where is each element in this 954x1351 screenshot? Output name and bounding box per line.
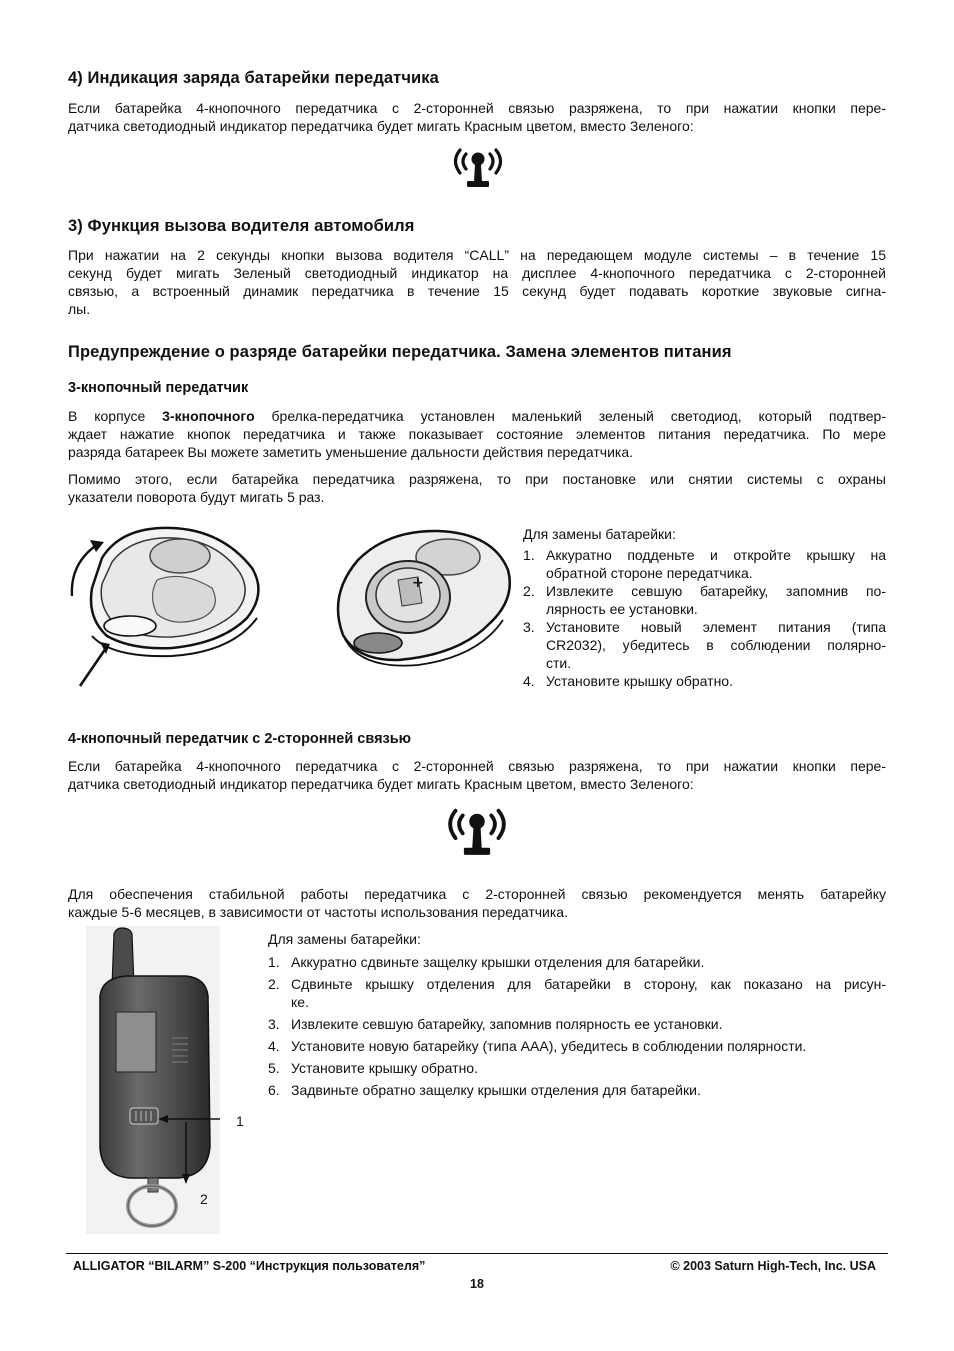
four-button-stable-text	[68, 885, 886, 921]
section-3-text	[68, 246, 886, 318]
three-button-remote-battery-illustration	[318, 525, 518, 675]
text-line: связью, а встроенный динамик передатчика в течение 15 секунд будет подавать короткие звуковые сигна-	[68, 283, 886, 299]
page-number: 18	[470, 1277, 484, 1291]
text-line: При нажатии на 2 секунды кнопки вызова водителя “CALL” на передающем модуле системы – в течение 15	[68, 247, 886, 263]
text-line: Если батарейка 4-кнопочного передатчика с 2-сторонней связью разряжена, то при нажатии кнопки пере-	[68, 100, 886, 116]
text-line: ждает нажатие кнопок передатчика и также показывает состояние элементов питания передатчика. По мере	[68, 426, 886, 442]
list-item: 3. Установите новый элемент питания (типа CR2032), убедитесь в соблюдении полярно- сти.	[523, 619, 886, 671]
three-button-remote-open-illustration	[62, 518, 272, 690]
four-button-remote-illustration	[86, 926, 220, 1234]
four-button-heading: 4-кнопочный передатчик с 2-сторонней связью	[68, 731, 412, 747]
footer-product-title: ALLIGATOR “BILARM” S-200 “Инструкция пользователя”	[73, 1259, 426, 1273]
list-item: 3. Извлеките севшую батарейку, запомнив полярность ее установки.	[268, 1016, 723, 1032]
list-item: 5. Установите крышку обратно.	[268, 1060, 478, 1076]
text-line: датчика светодиодный индикатор передатчика будет мигать Красным цветом, вместо Зеленого:	[68, 118, 694, 134]
svg-text:+: +	[412, 575, 424, 591]
text-line: датчика светодиодный индикатор передатчика будет мигать Красным цветом, вместо Зеленого:	[68, 776, 694, 792]
text-line: Помимо этого, если батарейка передатчика разряжена, то при постановке или снятии системы с охраны	[68, 471, 886, 487]
three-button-heading: 3-кнопочный передатчик	[68, 380, 249, 396]
antenna-signal-icon	[447, 142, 509, 192]
list-item: 4. Установите крышку обратно.	[523, 673, 733, 689]
list-item: 1. Аккуратно подденьте и откройте крышку на обратной стороне передатчика.	[523, 547, 886, 581]
three-button-text-1	[68, 407, 886, 461]
list-item: 2. Извлеките севшую батарейку, запомнив по- лярность ее установки.	[523, 583, 886, 617]
section-4-heading: 4) Индикация заряда батарейки передатчика	[68, 69, 439, 87]
text-line: указатели поворота будут мигать 5 раз.	[68, 489, 325, 505]
text-line: В корпусе 3-кнопочного брелка-передатчика установлен маленький зеленый светодиод, который подтвер-	[68, 408, 886, 424]
text-line: Для обеспечения стабильной работы передатчика с 2-сторонней связью рекомендуется менять батарейку	[68, 886, 886, 902]
four-button-steps-list	[268, 953, 886, 1099]
footer-copyright: © 2003 Saturn High-Tech, Inc. USA	[670, 1259, 876, 1273]
three-button-steps-list	[523, 546, 886, 690]
list-item: 4. Установите новую батарейку (типа AAA), убедитесь в соблюдении полярности.	[268, 1038, 807, 1054]
list-item: 2. Сдвиньте крышку отделения для батарейки в сторону, как показано на рисун- ке.	[268, 976, 886, 1010]
text-line: каждые 5-6 месяцев, в зависимости от частоты использования передатчика.	[68, 904, 568, 920]
footer-divider	[66, 1253, 888, 1254]
three-button-replace-title: Для замены батарейки:	[523, 526, 676, 542]
callout-2-label: 2	[200, 1191, 208, 1207]
text-line: разряда батареек Вы можете заметить уменьшение дальности действия передатчика.	[68, 444, 634, 460]
three-button-text-2	[68, 470, 886, 506]
four-button-text	[68, 757, 886, 793]
text-line: Если батарейка 4-кнопочного передатчика с 2-сторонней связью разряжена, то при нажатии кнопки пере-	[68, 758, 886, 774]
section-3-heading: 3) Функция вызова водителя автомобиля	[68, 217, 415, 235]
list-item: 1. Аккуратно сдвиньте защелку крышки отделения для батарейки.	[268, 954, 705, 970]
warning-heading: Предупреждение о разряде батарейки передатчика. Замена элементов питания	[68, 343, 732, 361]
section-4-text	[68, 99, 886, 135]
antenna-signal-icon	[440, 801, 514, 861]
text-line: секунд будет мигать Зеленый светодиодный индикатор на дисплее 4-кнопочного передатчика с 2-сторонней	[68, 265, 886, 281]
four-button-replace-title: Для замены батарейки:	[268, 931, 421, 947]
list-item: 6. Задвиньте обратно защелку крышки отделения для батарейки.	[268, 1082, 701, 1098]
text-line: лы.	[68, 301, 91, 317]
callout-1-label: 1	[236, 1113, 244, 1129]
